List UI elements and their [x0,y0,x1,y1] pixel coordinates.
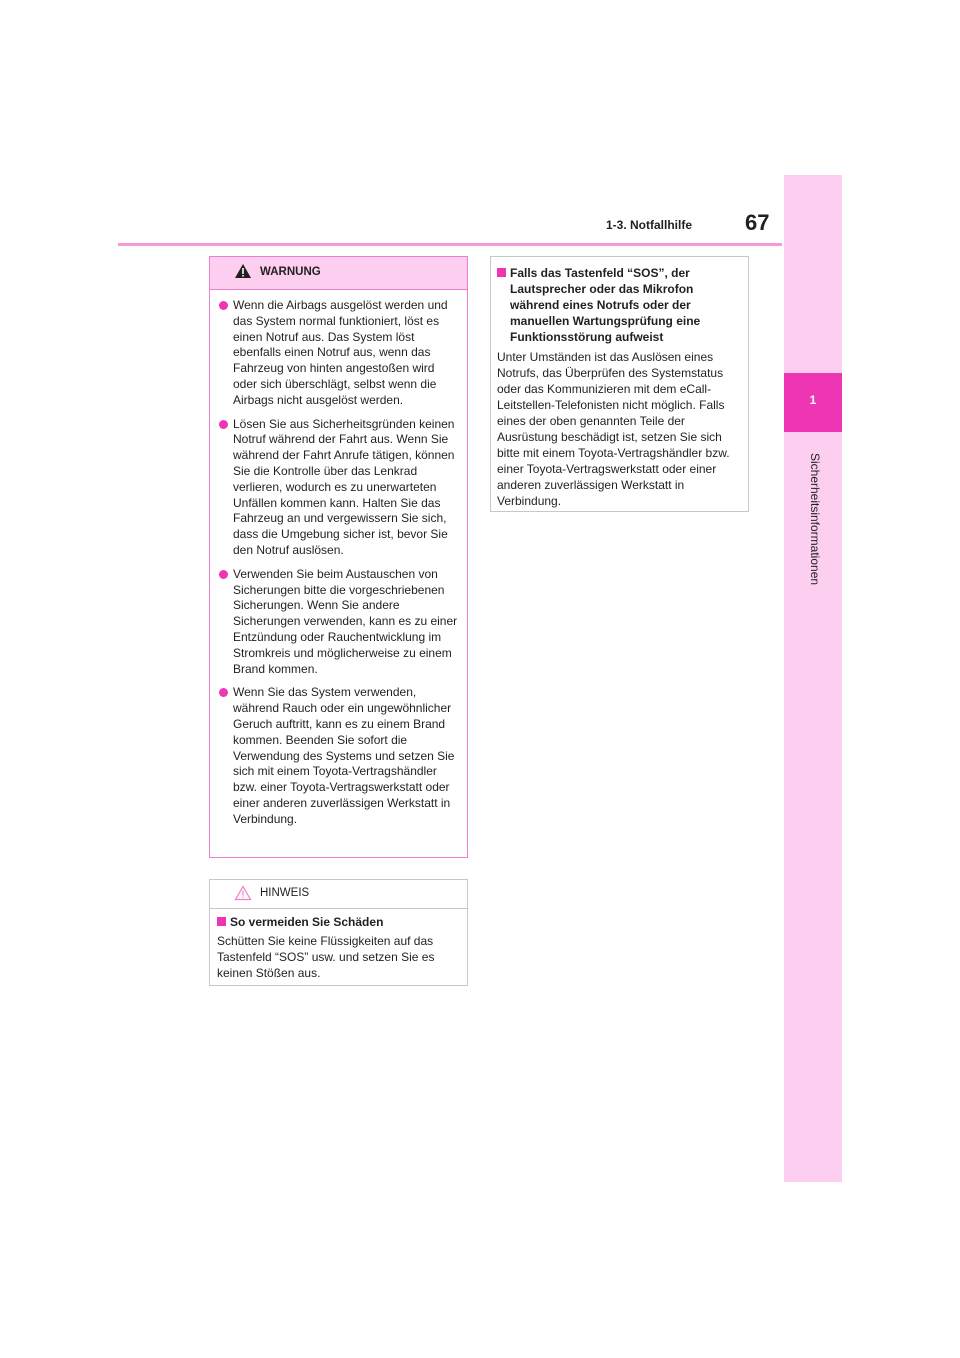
warning-item [217,567,459,678]
info-heading-text: Falls das Tastenfeld “SOS”, der Lautsprecher oder das Mikrofon während eines Notrufs oder der manuellen Wartungsprüfung eine Funktionsstörung aufweist [510,266,701,344]
note-heading-text: So vermeiden Sie Schäden [230,915,384,929]
note-title: HINWEIS [260,887,310,899]
side-tab [784,175,842,1182]
warning-item [217,298,459,409]
info-box [490,256,749,512]
warning-title: WARNUNG [260,266,321,278]
info-heading [497,265,742,345]
bullet-icon [219,420,228,429]
info-text: Unter Umständen ist das Auslösen eines Notrufs, das Überprüfen des Systemstatus oder das Kommunizieren mit dem eCall-Leitstellen-Telefonisten nicht möglich. Falls eines der oben genannten Teile der Ausrüstung beschädigt ist, setzen Sie sich bitte mit einem Toyota-Vertragshändler bzw. einer Toyota-Vertragswerkstatt oder einer anderen zuverlässigen Werkstatt in Verbindung. [497,350,730,508]
caution-triangle-icon [234,885,252,901]
bullet-icon [219,688,228,697]
note-header [210,880,467,909]
warning-item-text: Wenn die Airbags ausgelöst werden und das System normal funktioniert, löst es einen Notruf aus. Das System löst ebenfalls einen Notruf aus, wenn das Fahrzeug von hinten angestoßen wird oder sich überschlägt, selbst wenn die Airbags nicht ausgelöst werden. [233,298,448,407]
chapter-title [808,452,822,586]
warning-item-text: Lösen Sie aus Sicherheitsgründen keinen Notruf während der Fahrt aus. Wenn Sie während der Fahrt Anrufe tätigen, können Sie die Kontrolle über das Lenkrad verlieren, wodurch es zu unerwarteten Unfällen kommen kann. Halten Sie das Fahrzeug an und vergewissern Sie sich, dass die Umgebung sicher ist, bevor Sie den Notruf auslösen. [233,416,455,557]
square-bullet-icon [497,268,506,277]
section-title: 1-3. Notfallhilfe [606,218,693,232]
chapter-number: 1 [809,393,817,407]
bullet-icon [219,301,228,310]
header-divider [118,243,782,246]
chapter-marker [784,373,842,432]
note-text: Schütten Sie keine Flüssigkeiten auf das Tastenfeld “SOS” usw. und setzen Sie es keinen Stößen aus. [217,934,435,980]
note-body [210,909,467,981]
warning-triangle-icon [234,263,252,279]
warning-item-text: Wenn Sie das System verwenden, während Rauch oder ein ungewöhnlicher Geruch auftritt, kann es zu einem Brand kommen. Beenden Sie sofort die Verwendung des Systems und setzen Sie sich mit einem Toyota-Vertragshändler bzw. einer Toyota-Vertragswerkstatt oder einer anderen zuverlässigen Werkstatt in Verbindung. [233,685,455,826]
warning-item-text: Verwenden Sie beim Austauschen von Sicherungen bitte die vorgeschriebenen Sicherungen. Wenn Sie andere Sicherungen verwenden, kann es zu einer Entzündung oder Rauchentwicklung im Stromkreis und möglicherweise zu einem Brand kommen. [233,566,458,676]
note-box [209,879,468,986]
bullet-icon [219,570,228,579]
note-heading [217,914,459,930]
warning-item [217,417,459,559]
warning-body [210,290,467,828]
warning-box [209,256,468,858]
square-bullet-icon [217,917,226,926]
page-number: 67 [745,210,770,235]
warning-item [217,685,459,827]
warning-header [210,257,467,290]
chapter-title-text: Sicherheitsinformationen [808,452,822,586]
